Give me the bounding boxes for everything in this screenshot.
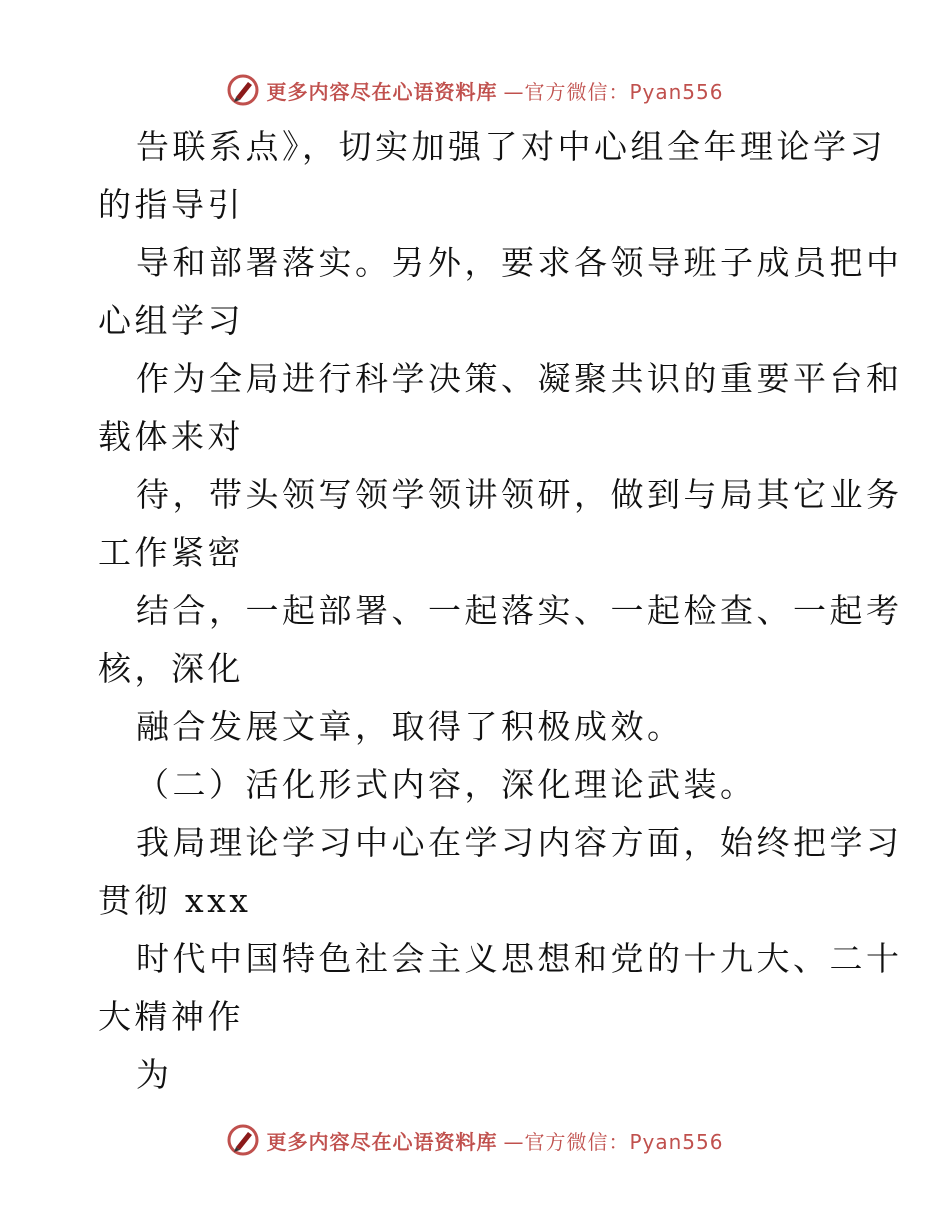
- text-line: 我局理论学习中心在学习内容方面，始终把学习: [136, 823, 903, 862]
- footer-banner-wechat: —官方微信：Pyan556: [503, 1129, 724, 1154]
- text-line: 核，深化: [98, 649, 244, 688]
- text-line: 的指导引: [98, 185, 244, 224]
- footer-banner-title: 更多内容尽在心语资料库: [266, 1129, 498, 1154]
- pen-logo-icon: [226, 73, 260, 107]
- header-banner-content: [226, 73, 723, 107]
- text-line: 载体来对: [98, 417, 244, 456]
- footer-banner-content: [226, 1123, 723, 1157]
- text-line: 告联系点》，切实加强了对中心组全年理论学习: [136, 127, 886, 166]
- text-line: 心组学习: [98, 301, 244, 340]
- footer-banner: [0, 1120, 950, 1160]
- header-banner-wechat: —官方微信：Pyan556: [503, 79, 724, 104]
- header-banner: [0, 70, 950, 110]
- text-line: 融合发展文章，取得了积极成效。: [136, 707, 684, 746]
- text-line: 为: [136, 1055, 173, 1094]
- text-line: 作为全局进行科学决策、凝聚共识的重要平台和: [136, 359, 903, 398]
- text-line: （二）活化形式内容，深化理论武装。: [136, 765, 757, 804]
- pen-logo-icon: [226, 1123, 260, 1157]
- text-line: 时代中国特色社会主义思想和党的十九大、二十: [136, 939, 903, 978]
- text-line: 结合，一起部署、一起落实、一起检查、一起考: [136, 591, 903, 630]
- text-line: 导和部署落实。另外，要求各领导班子成员把中: [136, 243, 903, 282]
- document-body: [98, 118, 903, 1104]
- text-line: 大精神作: [98, 997, 244, 1036]
- text-line: 工作紧密: [98, 533, 244, 572]
- text-line: 贯彻 xxx: [98, 881, 252, 920]
- text-line: 待，带头领写领学领讲领研，做到与局其它业务: [136, 475, 903, 514]
- header-banner-title: 更多内容尽在心语资料库: [266, 79, 498, 104]
